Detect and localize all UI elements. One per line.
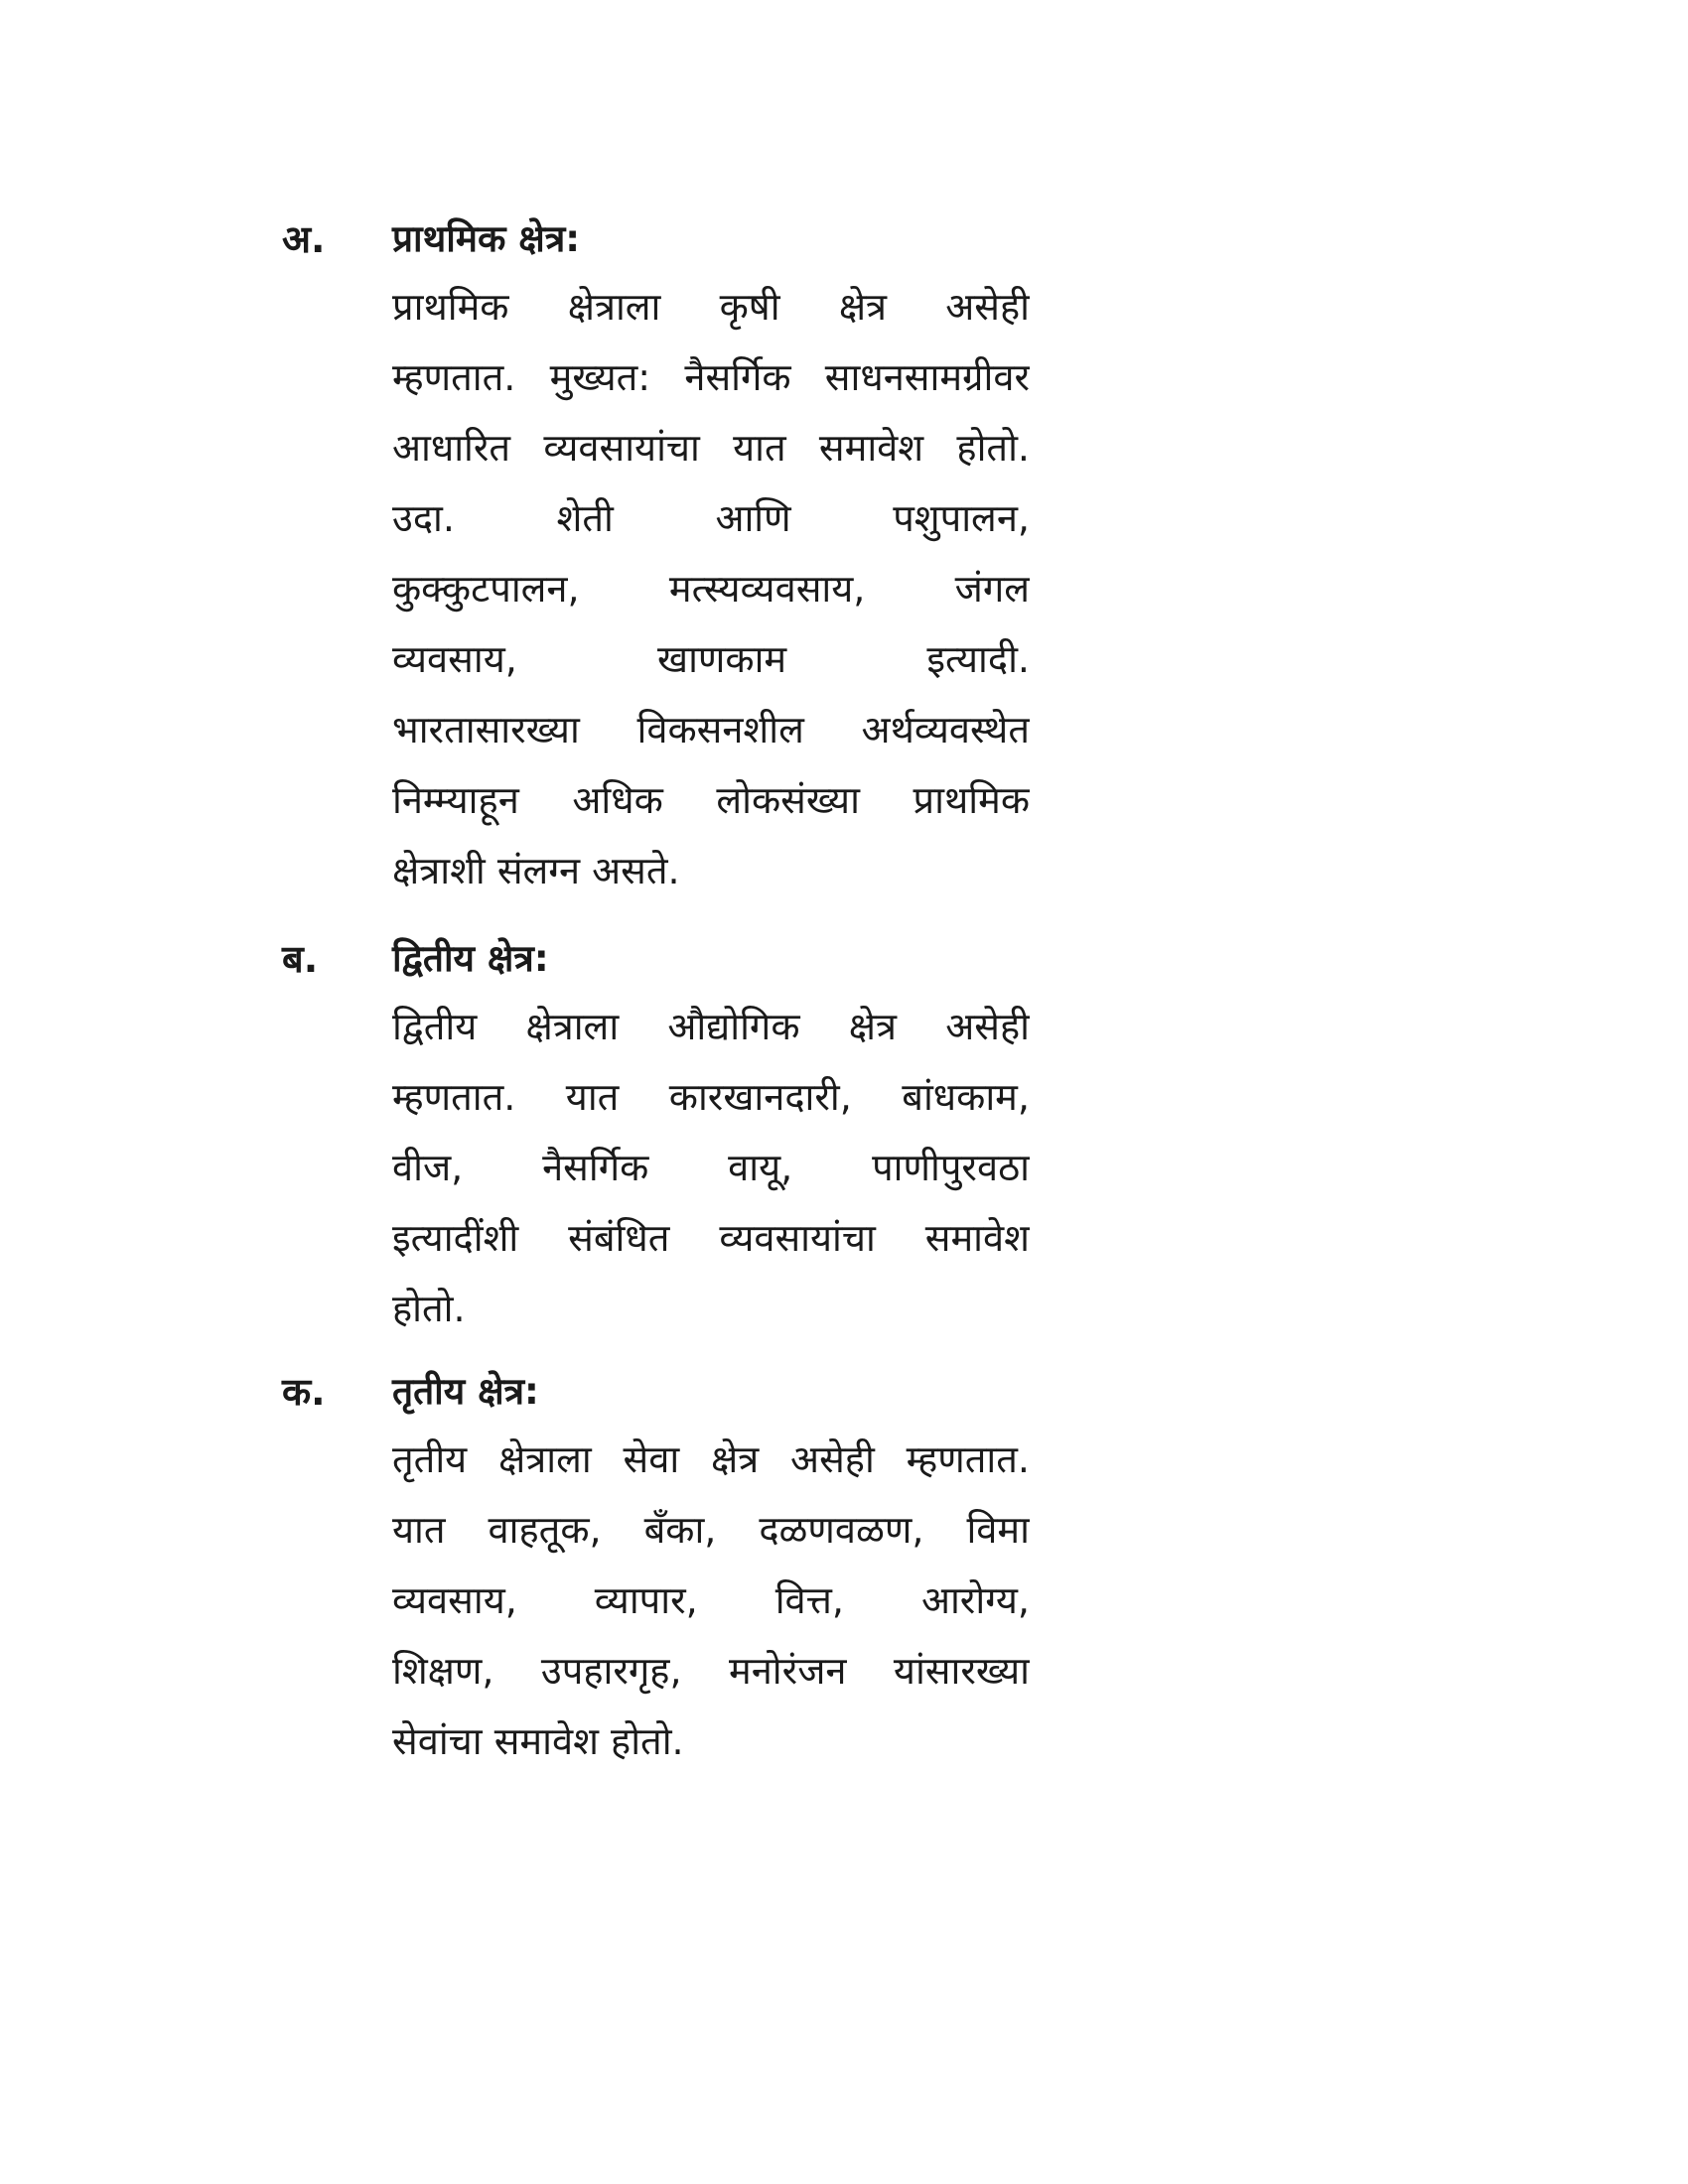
paragraph-line: म्हणतात. यात कारखानदारी, बांधकाम, <box>392 1075 1030 1119</box>
paragraph-line: इत्यादींशी संबंधित व्यवसायांचा समावेश <box>392 1216 1030 1260</box>
paragraph-line: क्षेत्राशी संलग्न असते. <box>392 849 680 892</box>
section-tertiary <box>283 1363 1038 1777</box>
paragraph-line: प्राथमिक क्षेत्राला कृषी क्षेत्र असेही <box>392 285 1030 329</box>
section-secondary <box>283 930 1038 1344</box>
paragraph-line: उदा. शेती आणि पशुपालन, <box>392 496 1030 540</box>
paragraph-line: द्वितीय क्षेत्राला औद्योगिक क्षेत्र असेही <box>392 1005 1030 1048</box>
section-heading: प्राथमिक क्षेत्र: <box>392 217 581 260</box>
paragraph-line: व्यवसाय, व्यापार, वित्त, आरोग्य, <box>392 1578 1030 1622</box>
section-heading: द्वितीय क्षेत्र: <box>392 937 549 980</box>
paragraph-line: तृतीय क्षेत्राला सेवा क्षेत्र असेही म्हणतात. <box>392 1437 1030 1481</box>
section-marker: क. <box>282 1370 326 1414</box>
paragraph-line: व्यवसाय, खाणकाम इत्यादी. <box>392 637 1030 681</box>
paragraph-line: भारतासारख्या विकसनशील अर्थव्यवस्थेत <box>392 708 1030 751</box>
section-heading: तृतीय क्षेत्र: <box>392 1370 539 1413</box>
paragraph-line: यात वाहतूक, बँका, दळणवळण, विमा <box>392 1508 1030 1552</box>
paragraph-line: निम्म्याहून अधिक लोकसंख्या प्राथमिक <box>392 778 1030 822</box>
paragraph-line: सेवांचा समावेश होतो. <box>392 1719 684 1763</box>
paragraph-line: शिक्षण, उपहारगृह, मनोरंजन यांसारख्या <box>392 1649 1030 1693</box>
section-marker: अ. <box>282 217 326 261</box>
paragraph-line: वीज, नैसर्गिक वायू, पाणीपुरवठा <box>392 1146 1030 1189</box>
paragraph-line: म्हणतात. मुख्यत: नैसर्गिक साधनसामग्रीवर <box>392 355 1030 399</box>
paragraph-line: कुक्कुटपालन, मत्स्यव्यवसाय, जंगल <box>392 567 1030 611</box>
paragraph-line: होतो. <box>392 1287 466 1330</box>
section-primary <box>283 210 1038 906</box>
section-marker: ब. <box>282 937 319 981</box>
paragraph-line: आधारित व्यवसायांचा यात समावेश होतो. <box>392 426 1030 470</box>
